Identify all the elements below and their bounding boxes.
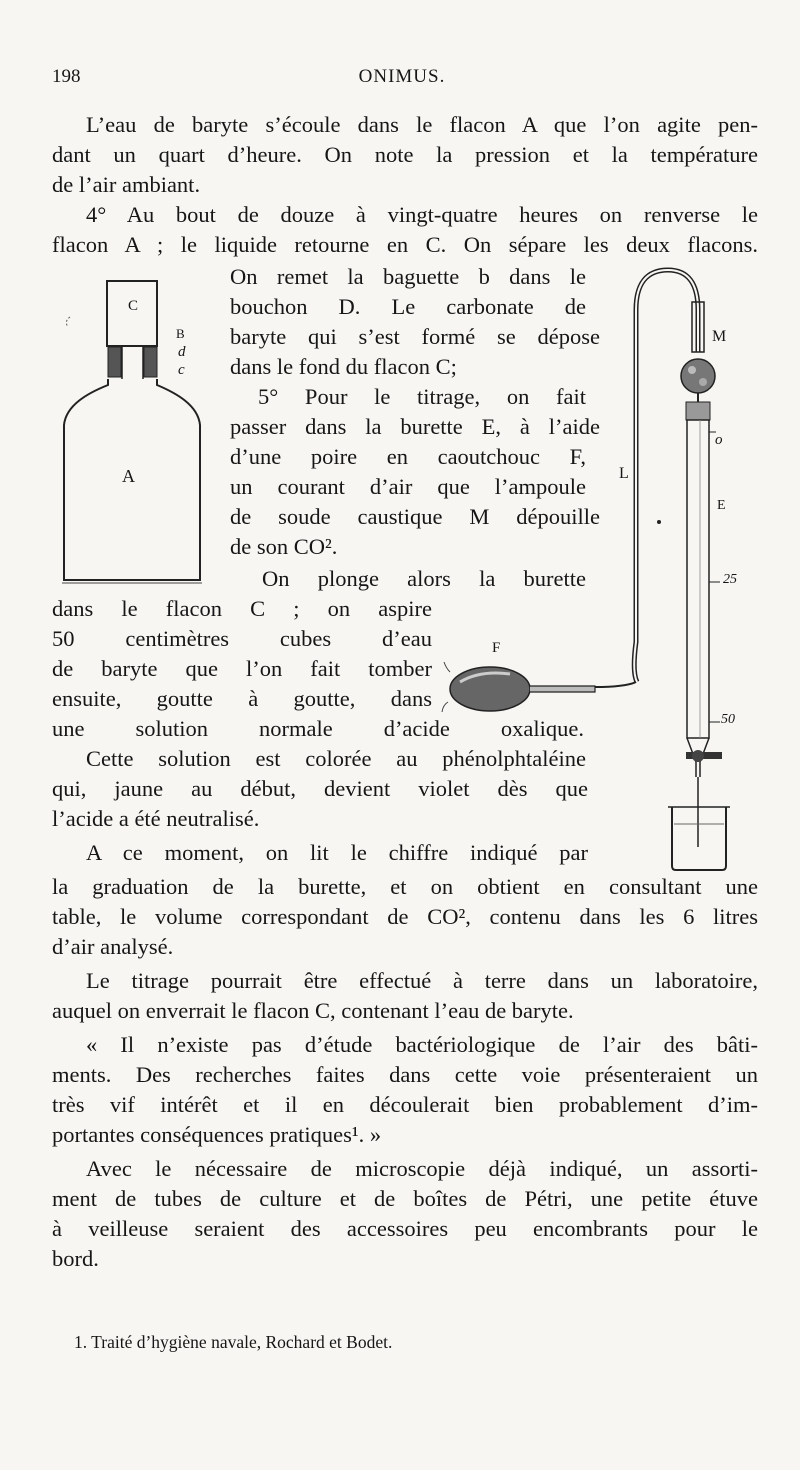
text-line: passer dans la burette E, à l’aide	[230, 414, 600, 439]
burette-apparatus	[440, 262, 760, 874]
text-line: On remet la baguette b dans le	[230, 264, 586, 289]
label-f: F	[492, 640, 501, 656]
text-line: de soude caustique M dépouille	[230, 504, 600, 529]
text-line: « Il n’existe pas d’étude bactériologique de l’air des bâti-	[86, 1032, 758, 1057]
label-50: 50	[721, 712, 735, 727]
text-line: A ce moment, on lit le chiffre indiqué par	[86, 840, 588, 865]
flask-figure	[58, 275, 210, 595]
text-line: très vif intérêt et il en découlerait bien probablement d’im-	[52, 1092, 758, 1117]
text-line: dant un quart d’heure. On note la pression et la température	[52, 142, 758, 167]
text-line: Cette solution est colorée au phénolphtaléine	[86, 746, 586, 771]
text-line: ensuite, goutte à goutte, dans	[52, 686, 432, 711]
text-line: de baryte que l’on fait tomber	[52, 656, 432, 681]
text-line: d’une poire en caoutchouc F,	[230, 444, 586, 469]
text-line: table, le volume correspondant de CO², contenu dans les 6 litres	[52, 904, 758, 929]
text-line: ments. Des recherches faites dans cette voie présenteraient un	[52, 1062, 758, 1087]
label-c-small: c	[178, 362, 185, 378]
running-head: ONIMUS.	[358, 66, 446, 87]
label-a: A	[122, 466, 135, 486]
text-line: Le titrage pourrait être effectué à terre dans un laboratoire,	[86, 968, 758, 993]
label-o: o	[715, 432, 723, 448]
text-line: baryte qui s’est formé se dépose	[230, 324, 600, 349]
text-line: dans le fond du flacon C;	[230, 354, 457, 379]
label-c: C	[128, 298, 139, 314]
text-line: l’acide a été neutralisé.	[52, 806, 260, 831]
text-line: à veilleuse seraient des accessoires peu encombrants pour le	[52, 1216, 758, 1241]
text-line: bouchon D. Le carbonate de	[230, 294, 586, 319]
text-line: dans le flacon C ; on aspire	[52, 596, 432, 621]
footnote: 1. Traité d’hygiène navale, Rochard et Bodet.	[74, 1332, 393, 1352]
text-line: d’air analysé.	[52, 934, 174, 959]
text-line: la graduation de la burette, et on obtient en consultant une	[52, 874, 758, 899]
label-m: M	[712, 328, 727, 345]
label-b: B	[176, 326, 185, 341]
text-line: une solution normale d’acide oxalique.	[52, 716, 584, 741]
page-header	[52, 66, 752, 94]
text-line: un courant d’air que l’ampoule	[230, 474, 586, 499]
label-e: E	[717, 498, 726, 513]
text-line: auquel on enverrait le flacon C, contenant l’eau de baryte.	[52, 998, 574, 1023]
text-line: Avec le nécessaire de microscopie déjà indiqué, un assorti-	[86, 1156, 758, 1181]
text-line: L’eau de baryte s’écoule dans le flacon A que l’on agite pen-	[86, 112, 758, 137]
text-line: de l’air ambiant.	[52, 172, 201, 197]
text-line: On plonge alors la burette	[262, 566, 586, 591]
page-number: 198	[52, 66, 81, 87]
text-line: de son CO².	[230, 534, 338, 559]
text-line: qui, jaune au début, devient violet dès que	[52, 776, 588, 801]
text-line: portantes conséquences pratiques¹. »	[52, 1122, 382, 1147]
text-line: flacon A ; le liquide retourne en C. On sépare les deux flacons.	[52, 232, 758, 257]
label-l: L	[619, 465, 629, 482]
text-line: 5° Pour le titrage, on fait	[258, 384, 586, 409]
label-d: d	[178, 344, 186, 360]
text-line: ment de tubes de culture et de boîtes de Pétri, une petite étuve	[52, 1186, 758, 1211]
text-line: 50 centimètres cubes d’eau	[52, 626, 432, 651]
text-line: 4° Au bout de douze à vingt-quatre heures on renverse le	[86, 202, 758, 227]
label-25: 25	[723, 572, 737, 587]
text-line: bord.	[52, 1246, 99, 1271]
